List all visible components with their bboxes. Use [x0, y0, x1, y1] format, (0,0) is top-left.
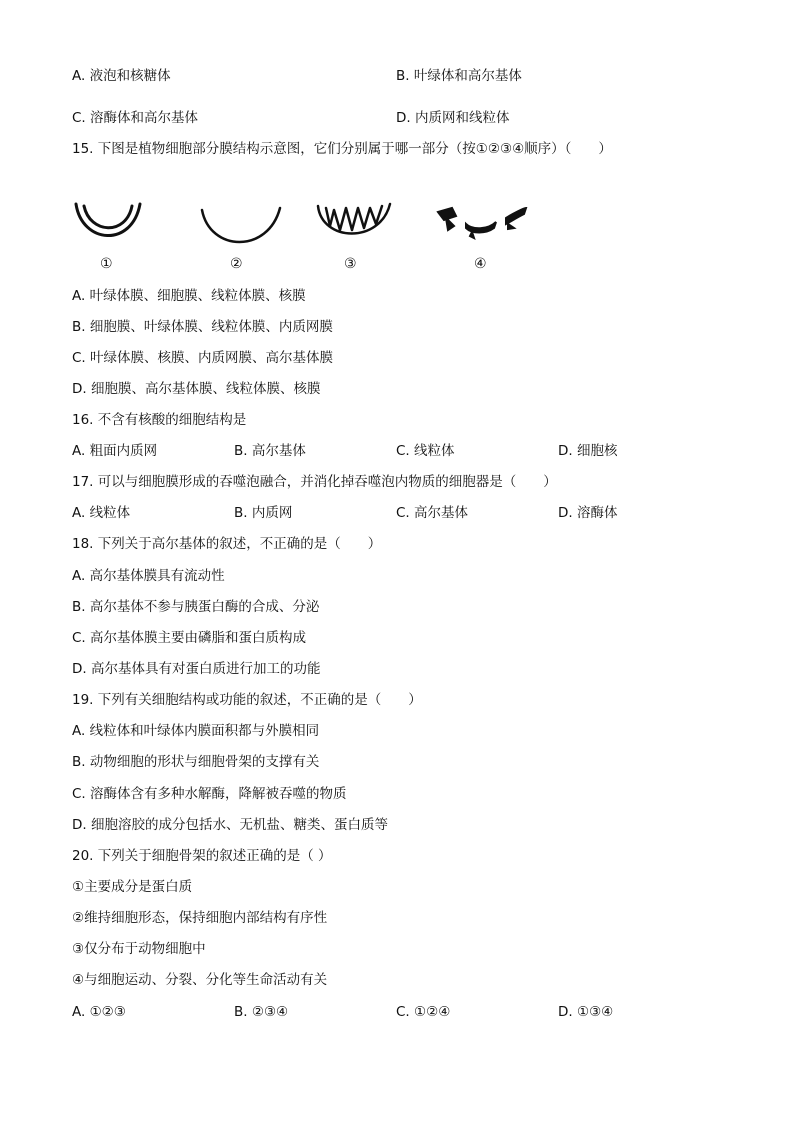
q20-statement-2: ②维持细胞形态，保持细胞内部结构有序性	[72, 910, 328, 926]
membrane-3-cristae	[318, 204, 390, 234]
q15-option-a: A. 叶绿体膜、细胞膜、线粒体膜、核膜	[72, 288, 306, 304]
q18-option-c: C. 高尔基体膜主要由磷脂和蛋白质构成	[72, 630, 307, 646]
membrane-4-pores	[438, 208, 526, 238]
q20-stem: 20. 下列关于细胞骨架的叙述正确的是（ ）	[72, 848, 332, 864]
q14-option-c: C. 溶酶体和高尔基体	[72, 110, 199, 126]
q16-option-a: A. 粗面内质网	[72, 443, 158, 459]
q17-option-a: A. 线粒体	[72, 505, 131, 521]
q17-options	[72, 504, 732, 522]
q17-option-d: D. 溶酶体	[558, 505, 618, 521]
q14-options-row-1	[72, 67, 732, 85]
membrane-2-single	[202, 208, 280, 242]
q15-membrane-figure	[68, 196, 538, 274]
q14-options-row-2	[72, 109, 732, 127]
q19-stem: 19. 下列有关细胞结构或功能的叙述，不正确的是（ ）	[72, 692, 422, 708]
figure-label-2: ②	[230, 256, 243, 272]
q20-option-d: D. ①③④	[558, 1004, 614, 1020]
q15-option-c: C. 叶绿体膜、核膜、内质网膜、高尔基体膜	[72, 350, 334, 366]
q20-statement-1: ①主要成分是蛋白质	[72, 879, 193, 895]
q17-stem: 17. 可以与细胞膜形成的吞噬泡融合，并消化掉吞噬泡内物质的细胞器是（ ）	[72, 474, 557, 490]
q16-options	[72, 442, 732, 460]
q15-option-b: B. 细胞膜、叶绿体膜、线粒体膜、内质网膜	[72, 319, 333, 335]
figure-label-3: ③	[344, 256, 357, 272]
q18-stem: 18. 下列关于高尔基体的叙述，不正确的是（ ）	[72, 536, 382, 552]
q20-options	[72, 1003, 732, 1021]
q16-stem: 16. 不含有核酸的细胞结构是	[72, 412, 247, 428]
q19-option-d: D. 细胞溶胶的成分包括水、无机盐、糖类、蛋白质等	[72, 817, 388, 833]
q18-option-a: A. 高尔基体膜具有流动性	[72, 568, 225, 584]
q20-statement-4: ④与细胞运动、分裂、分化等生命活动有关	[72, 972, 328, 988]
figure-label-1: ①	[100, 256, 113, 272]
q19-option-c: C. 溶酶体含有多种水解酶，降解被吞噬的物质	[72, 786, 347, 802]
membrane-1-double	[76, 204, 140, 236]
q16-option-c: C. 线粒体	[396, 443, 455, 459]
q15-option-d: D. 细胞膜、高尔基体膜、线粒体膜、核膜	[72, 381, 321, 397]
q15-stem: 15. 下图是植物细胞部分膜结构示意图，它们分别属于哪一部分（按①②③④顺序）（ ）	[72, 141, 612, 157]
q20-option-b: B. ②③④	[234, 1004, 289, 1020]
q20-option-c: C. ①②④	[396, 1004, 451, 1020]
q20-statement-3: ③仅分布于动物细胞中	[72, 941, 206, 957]
q16-option-b: B. 高尔基体	[234, 443, 306, 459]
q19-option-a: A. 线粒体和叶绿体内膜面积都与外膜相同	[72, 723, 320, 739]
q16-option-d: D. 细胞核	[558, 443, 618, 459]
q19-option-b: B. 动物细胞的形状与细胞骨架的支撑有关	[72, 754, 320, 770]
q14-option-d: D. 内质网和线粒体	[396, 110, 510, 126]
q18-option-d: D. 高尔基体具有对蛋白质进行加工的功能	[72, 661, 321, 677]
q17-option-b: B. 内质网	[234, 505, 293, 521]
q18-option-b: B. 高尔基体不参与胰蛋白酶的合成、分泌	[72, 599, 320, 615]
q14-option-b: B. 叶绿体和高尔基体	[396, 68, 522, 84]
q14-option-a: A. 液泡和核糖体	[72, 68, 171, 84]
figure-label-4: ④	[474, 256, 487, 272]
q17-option-c: C. 高尔基体	[396, 505, 469, 521]
membrane-diagram	[68, 196, 538, 274]
q20-option-a: A. ①②③	[72, 1004, 126, 1020]
